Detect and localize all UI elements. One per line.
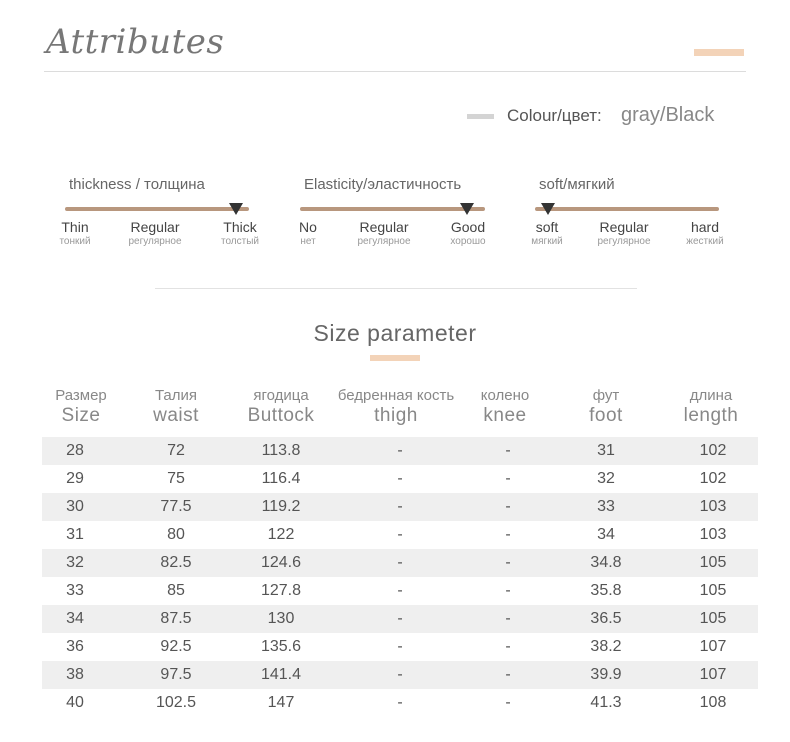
table-cell: - (505, 498, 511, 515)
table-row (42, 437, 758, 465)
table-cell: 75 (167, 470, 185, 487)
scale-option: Thick толстый (221, 219, 259, 247)
scale-option: No нет (299, 219, 317, 247)
table-cell: 97.5 (160, 666, 192, 683)
table-cell: 36 (66, 638, 84, 655)
size-table (42, 437, 758, 717)
scale-thickness (55, 176, 265, 256)
table-cell: 103 (699, 498, 727, 515)
table-row (42, 493, 758, 521)
table-row (42, 661, 758, 689)
table-cell: 34 (66, 610, 84, 627)
table-cell: 38.2 (590, 638, 622, 655)
table-cell: 77.5 (160, 498, 192, 515)
table-cell: 141.4 (260, 666, 302, 683)
table-cell: - (397, 638, 403, 655)
table-row (42, 633, 758, 661)
table-cell: 40 (66, 694, 84, 711)
table-cell: - (505, 442, 511, 459)
table-cell: 30 (66, 498, 84, 515)
table-cell: 102.5 (155, 694, 197, 711)
scale-bar (65, 207, 249, 211)
table-cell: 34.8 (590, 554, 622, 571)
table-cell: 32 (597, 470, 615, 487)
table-cell: 105 (699, 554, 727, 571)
table-cell: 147 (267, 694, 295, 711)
size-section-accent-bar (370, 355, 420, 361)
table-cell: 85 (167, 582, 185, 599)
table-cell: - (397, 610, 403, 627)
table-cell: 102 (699, 442, 727, 459)
table-cell: 29 (66, 470, 84, 487)
table-cell: - (397, 442, 403, 459)
table-row (42, 465, 758, 493)
table-cell: 87.5 (160, 610, 192, 627)
table-cell: 116.4 (261, 470, 301, 487)
table-cell: 102 (699, 470, 727, 487)
scale-pointer-icon (229, 203, 243, 215)
table-cell: 31 (597, 442, 615, 459)
table-cell: 31 (66, 526, 84, 543)
table-cell: - (505, 582, 511, 599)
table-cell: 119.2 (261, 498, 301, 515)
table-cell: 82.5 (160, 554, 192, 571)
table-row (42, 605, 758, 633)
table-cell: - (397, 694, 403, 711)
table-cell: 103 (699, 526, 727, 543)
table-cell: - (505, 554, 511, 571)
table-cell: 28 (66, 442, 84, 459)
header-accent-bar (694, 49, 744, 56)
column-header-buttock: ягодица Buttock (247, 387, 315, 426)
scale-title: Elasticity/эластичность (304, 176, 462, 193)
table-cell: - (397, 470, 403, 487)
table-cell: 38 (66, 666, 84, 683)
table-cell: 107 (699, 666, 727, 683)
table-cell: 34 (597, 526, 615, 543)
table-cell: - (397, 582, 403, 599)
table-row (42, 549, 758, 577)
table-cell: - (397, 526, 403, 543)
colour-value: gray/Black (621, 104, 715, 126)
column-header-waist: Талия waist (153, 387, 199, 426)
table-cell: 105 (699, 582, 727, 599)
table-cell: - (397, 498, 403, 515)
table-cell: 72 (167, 442, 185, 459)
table-cell: 39.9 (590, 666, 622, 683)
table-cell: 130 (267, 610, 295, 627)
table-cell: 35.8 (590, 582, 622, 599)
scale-title: soft/мягкий (539, 176, 615, 193)
scale-bar (300, 207, 485, 211)
scale-title: thickness / толщина (69, 176, 205, 193)
table-cell: - (505, 526, 511, 543)
table-row (42, 521, 758, 549)
scale-option: Thin тонкий (59, 219, 91, 247)
page-title: Attributes (46, 22, 225, 62)
section-divider (155, 288, 637, 289)
column-header-thigh: бедренная кость thigh (337, 387, 455, 426)
table-cell: 32 (66, 554, 84, 571)
scale-option: hard жесткий (686, 219, 724, 247)
table-cell: - (505, 610, 511, 627)
scale-pointer-icon (460, 203, 474, 215)
table-cell: 105 (699, 610, 727, 627)
scale-option: Regular регулярное (128, 219, 182, 247)
table-cell: 33 (597, 498, 615, 515)
scale-elasticity (290, 176, 500, 256)
column-header-length: длина length (683, 387, 739, 426)
scale-option: Regular регулярное (597, 219, 651, 247)
table-cell: - (397, 554, 403, 571)
scale-option: soft мягкий (531, 219, 563, 247)
scale-option: Regular регулярное (357, 219, 411, 247)
table-cell: - (505, 694, 511, 711)
table-cell: 41.3 (590, 694, 622, 711)
table-row (42, 577, 758, 605)
table-cell: 33 (66, 582, 84, 599)
scale-softness (525, 176, 735, 256)
scale-pointer-icon (541, 203, 555, 215)
table-cell: 92.5 (160, 638, 192, 655)
table-cell: 135.6 (260, 638, 302, 655)
colour-swatch (467, 114, 494, 119)
table-cell: 122 (267, 526, 295, 543)
column-header-knee: колено knee (480, 387, 530, 426)
table-cell: 113.8 (261, 442, 301, 459)
table-cell: 108 (699, 694, 727, 711)
header-divider (44, 71, 746, 72)
column-header-foot: фут foot (589, 387, 623, 426)
table-cell: 36.5 (590, 610, 622, 627)
table-cell: - (505, 638, 511, 655)
table-cell: 124.6 (260, 554, 302, 571)
size-section-title: Size parameter (313, 320, 477, 346)
column-header-size: Размер Size (55, 387, 107, 426)
table-cell: - (397, 666, 403, 683)
table-cell: - (505, 470, 511, 487)
colour-label: Colour/цвет: (507, 106, 602, 125)
table-cell: 127.8 (260, 582, 302, 599)
table-cell: 80 (167, 526, 185, 543)
scale-option: Good хорошо (450, 219, 486, 247)
table-cell: - (505, 666, 511, 683)
table-cell: 107 (699, 638, 727, 655)
scale-bar (535, 207, 719, 211)
table-row (42, 689, 758, 717)
